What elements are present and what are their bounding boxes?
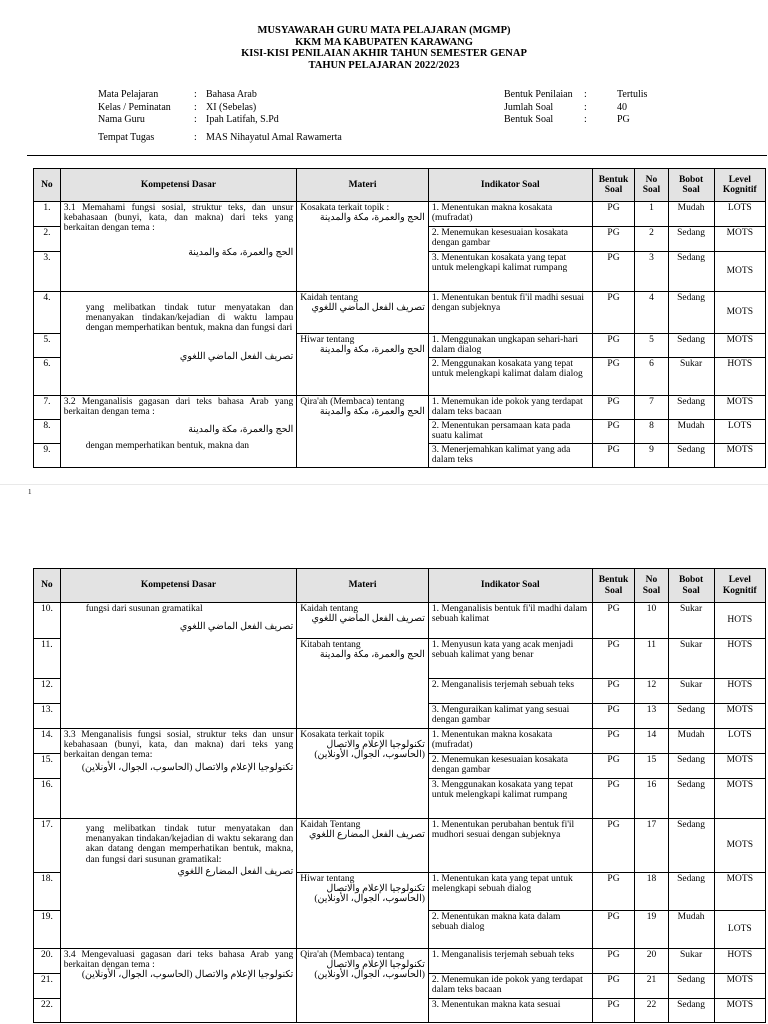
level-cell: MOTS xyxy=(714,704,765,729)
row-no: 17. xyxy=(34,819,61,873)
row-no: 1. xyxy=(34,202,61,227)
info-label: Tempat Tugas xyxy=(98,131,155,143)
kd-text: yang melibatkan tindak tutur menyatakan dan menanyakan tindakan/kejadian di waktu lampau dengan memperhatikan bentuk, makna dan fungsi dari xyxy=(85,303,294,334)
materi-cell xyxy=(297,334,429,396)
level-cell: LOTS xyxy=(714,911,765,949)
level-cell: MOTS xyxy=(714,819,765,873)
indikator-cell: 1. Menganalisis terjemah sebuah teks xyxy=(428,949,592,974)
col-bobot-soal: Bobot Soal xyxy=(668,569,714,603)
info-sep: : xyxy=(584,114,587,125)
row-no: 8. xyxy=(34,420,61,444)
kompetensi-dasar-cell xyxy=(60,819,297,949)
col-no: No xyxy=(34,169,61,202)
bobot-cell: Sedang xyxy=(668,779,714,819)
table-row xyxy=(34,292,766,334)
materi-arabic-text: تكنولوجيا الإعلام والاتصال (الحاسوب، الجوال، الأونلاين) xyxy=(314,884,425,905)
bentuk-soal-cell: PG xyxy=(592,911,635,949)
col-indikator-soal: Indikator Soal xyxy=(428,569,592,603)
level-cell: MOTS xyxy=(714,396,765,420)
info-label: Kelas / Peminatan xyxy=(98,101,171,113)
bentuk-soal-cell: PG xyxy=(592,358,635,396)
materi-text: Qira'ah (Membaca) tentang xyxy=(300,950,405,960)
row-no: 14. xyxy=(34,729,61,754)
kd-text: 3.3 Menganalisis fungsi sosial, struktur teks dan unsur kebahasaan (bunyi, kata, dan makna) dari teks yang berkaitan dengan tema: xyxy=(63,730,294,761)
level-cell: HOTS xyxy=(714,679,765,704)
info-sep: : xyxy=(194,101,197,113)
info-sep: : xyxy=(584,89,587,100)
row-no: 18. xyxy=(34,873,61,911)
materi-cell xyxy=(297,873,429,949)
row-no: 22. xyxy=(34,999,61,1023)
indikator-cell: 1. Menentukan bentuk fi'il madhi sesuai dengan subjeknya xyxy=(428,292,592,334)
materi-text: Hiwar tentang xyxy=(300,335,355,345)
kompetensi-dasar-cell xyxy=(60,292,297,396)
level-cell: MOTS xyxy=(714,252,765,292)
kd-arabic-text: تكنولوجيا الإعلام والاتصال (الحاسوب، الجوال، الأونلاين) xyxy=(81,970,294,981)
col-indikator-soal: Indikator Soal xyxy=(428,169,592,202)
indikator-cell: 2. Menemukan kesesuaian kosakata dengan gambar xyxy=(428,754,592,779)
bobot-cell: Sedang xyxy=(668,227,714,252)
col-no-soal: No Soal xyxy=(635,569,668,603)
bobot-cell: Sedang xyxy=(668,292,714,334)
bentuk-soal-cell: PG xyxy=(592,779,635,819)
info-label: Jumlah Soal xyxy=(504,101,554,113)
header-line-2: KKM MA KABUPATEN KARAWANG xyxy=(295,36,473,48)
info-sep: : xyxy=(584,101,587,113)
indikator-cell: 1. Menentukan makna kosakata (mufradat) xyxy=(428,202,592,227)
table-row xyxy=(34,949,766,974)
indikator-cell: 1. Menggunakan ungkapan sehari-hari dalam dialog xyxy=(428,334,592,358)
bobot-cell: Mudah xyxy=(668,911,714,949)
level-cell: MOTS xyxy=(714,292,765,334)
bentuk-soal-cell: PG xyxy=(592,999,635,1023)
info-label: Mata Pelajaran xyxy=(98,89,159,100)
indikator-cell: 1. Menentukan perubahan bentuk fi'il mudhori sesuai dengan subjeknya xyxy=(428,819,592,873)
indikator-cell: 3. Menguraikan kalimat yang sesuai dengan gambar xyxy=(428,704,592,729)
row-no: 5. xyxy=(34,334,61,358)
row-no: 4. xyxy=(34,292,61,334)
kompetensi-dasar-cell xyxy=(60,202,297,292)
bobot-cell: Sukar xyxy=(668,679,714,704)
table-row xyxy=(34,396,766,420)
materi-text: Hiwar tentang xyxy=(300,874,355,884)
materi-cell xyxy=(297,639,429,729)
no-soal-cell: 8 xyxy=(635,420,668,444)
materi-text: Qira'ah (Membaca) tentang xyxy=(300,397,405,407)
row-no: 2. xyxy=(34,227,61,252)
bentuk-soal-cell: PG xyxy=(592,819,635,873)
col-no: No xyxy=(34,569,61,603)
row-no: 11. xyxy=(34,639,61,679)
info-value: 40 xyxy=(617,101,627,113)
col-bobot-soal: Bobot Soal xyxy=(668,169,714,202)
col-level-kognitif: Level Kognitif xyxy=(714,569,765,603)
bobot-cell: Sedang xyxy=(668,444,714,468)
bobot-cell: Sedang xyxy=(668,704,714,729)
table-row xyxy=(34,603,766,639)
no-soal-cell: 7 xyxy=(635,396,668,420)
bobot-cell: Sedang xyxy=(668,974,714,999)
materi-cell xyxy=(297,396,429,468)
bobot-cell: Sukar xyxy=(668,639,714,679)
no-soal-cell: 20 xyxy=(635,949,668,974)
indikator-cell: 2. Menemukan ide pokok yang terdapat dalam teks bacaan xyxy=(428,974,592,999)
bentuk-soal-cell: PG xyxy=(592,420,635,444)
info-label: Nama Guru xyxy=(98,114,145,125)
kd-text: 3.2 Menganalisis gagasan dari teks bahasa Arab yang berkaitan dengan tema : xyxy=(63,397,294,418)
info-value: PG xyxy=(617,114,630,125)
bobot-cell: Sedang xyxy=(668,334,714,358)
info-sep: : xyxy=(194,89,197,100)
level-cell: HOTS xyxy=(714,603,765,639)
level-cell: HOTS xyxy=(714,639,765,679)
col-bentuk-soal: Bentuk Soal xyxy=(592,169,635,202)
bobot-cell: Sedang xyxy=(668,252,714,292)
bobot-cell: Sedang xyxy=(668,873,714,911)
bentuk-soal-cell: PG xyxy=(592,704,635,729)
table-header-row xyxy=(34,169,766,202)
level-cell: LOTS xyxy=(714,202,765,227)
bobot-cell: Sedang xyxy=(668,999,714,1023)
level-cell: MOTS xyxy=(714,444,765,468)
indikator-cell: 2. Menentukan persamaan kata pada suatu kalimat xyxy=(428,420,592,444)
info-label: Bentuk Soal xyxy=(504,114,554,125)
indikator-cell: 1. Menganalisis bentuk fi'il madhi dalam sebuah kalimat xyxy=(428,603,592,639)
no-soal-cell: 3 xyxy=(635,252,668,292)
row-no: 16. xyxy=(34,779,61,819)
indikator-cell: 2. Menentukan makna kata dalam sebuah dialog xyxy=(428,911,592,949)
level-cell: LOTS xyxy=(714,729,765,754)
bentuk-soal-cell: PG xyxy=(592,227,635,252)
materi-text: Kaidah Tentang xyxy=(300,820,361,830)
row-no: 3. xyxy=(34,252,61,292)
header-rule xyxy=(27,155,767,156)
kompetensi-dasar-cell xyxy=(60,729,297,819)
table-header-row xyxy=(34,569,766,603)
row-no: 15. xyxy=(34,754,61,779)
kd-text: 3.4 Mengevaluasi gagasan dari teks bahasa Arab yang berkaitan dengan tema : xyxy=(63,950,294,971)
info-sep: : xyxy=(194,131,197,143)
bobot-cell: Mudah xyxy=(668,202,714,227)
materi-cell xyxy=(297,292,429,334)
no-soal-cell: 12 xyxy=(635,679,668,704)
materi-cell xyxy=(297,202,429,292)
row-no: 19. xyxy=(34,911,61,949)
indikator-cell: 1. Menentukan makna kosakata (mufradat) xyxy=(428,729,592,754)
info-value: Tertulis xyxy=(617,89,648,100)
no-soal-cell: 9 xyxy=(635,444,668,468)
kisi-kisi-table-2 xyxy=(33,568,766,1023)
materi-text: Kosakata terkait topik xyxy=(300,730,385,740)
bobot-cell: Sukar xyxy=(668,358,714,396)
row-no: 10. xyxy=(34,603,61,639)
materi-arabic-text: الحج والعمرة، مكة والمدينة xyxy=(319,345,425,356)
no-soal-cell: 5 xyxy=(635,334,668,358)
row-no: 6. xyxy=(34,358,61,396)
no-soal-cell: 21 xyxy=(635,974,668,999)
col-materi: Materi xyxy=(297,569,429,603)
level-cell: MOTS xyxy=(714,334,765,358)
kd-text: fungsi dari susunan gramatikal xyxy=(85,604,203,614)
col-bentuk-soal: Bentuk Soal xyxy=(592,569,635,603)
kompetensi-dasar-cell xyxy=(60,949,297,1023)
bentuk-soal-cell: PG xyxy=(592,603,635,639)
bobot-cell: Mudah xyxy=(668,729,714,754)
bentuk-soal-cell: PG xyxy=(592,974,635,999)
level-cell: HOTS xyxy=(714,358,765,396)
col-kompetensi-dasar: Kompetensi Dasar xyxy=(60,569,297,603)
document-header xyxy=(0,25,768,71)
indikator-cell: 2. Menemukan kesesuaian kosakata dengan gambar xyxy=(428,227,592,252)
table-row xyxy=(34,202,766,227)
level-cell: MOTS xyxy=(714,873,765,911)
no-soal-cell: 11 xyxy=(635,639,668,679)
info-value: Ipah Latifah, S.Pd xyxy=(206,114,279,125)
level-cell: LOTS xyxy=(714,420,765,444)
header-line-1: MUSYAWARAH GURU MATA PELAJARAN (MGMP) xyxy=(257,25,511,36)
materi-arabic-text: تصريف الفعل المضارع اللغوي xyxy=(309,830,425,841)
materi-text: Kitabah tentang xyxy=(300,640,361,650)
materi-cell xyxy=(297,729,429,819)
indikator-cell: 3. Menggunakan kosakata yang tepat untuk melengkapi kalimat rumpang xyxy=(428,779,592,819)
no-soal-cell: 17 xyxy=(635,819,668,873)
indikator-cell: 3. Menerjemahkan kalimat yang ada dalam teks xyxy=(428,444,592,468)
kd-text: 3.1 Memahami fungsi sosial, struktur teks, dan unsur kebahasaan (bunyi, kata, dan makna) dari teks yang berkaitan dengan tema : xyxy=(63,203,294,234)
indikator-cell: 3. Menentukan kosakata yang tepat untuk melengkapi kalimat rumpang xyxy=(428,252,592,292)
bobot-cell: Mudah xyxy=(668,420,714,444)
materi-arabic-text: تصريف الفعل الماضي اللغوي xyxy=(311,303,425,314)
info-value: Bahasa Arab xyxy=(206,89,257,100)
info-value: MAS Nihayatul Amal Rawamerta xyxy=(206,131,342,143)
page-number: 1 xyxy=(28,488,32,496)
materi-text: Kaidah tentang xyxy=(300,293,359,303)
kompetensi-dasar-cell xyxy=(60,603,297,729)
kd-arabic-text: تكنولوجيا الإعلام والاتصال (الحاسوب، الجوال، الأونلاين) xyxy=(81,762,294,773)
bentuk-soal-cell: PG xyxy=(592,202,635,227)
level-cell: MOTS xyxy=(714,974,765,999)
kd-arabic-text: الحج والعمرة، مكة والمدينة xyxy=(188,425,294,436)
materi-arabic-text: تصريف الفعل الماضي اللغوي xyxy=(311,614,425,625)
level-cell: MOTS xyxy=(714,227,765,252)
bentuk-soal-cell: PG xyxy=(592,292,635,334)
header-line-4: TAHUN PELAJARAN 2022/2023 xyxy=(308,59,460,71)
row-no: 7. xyxy=(34,396,61,420)
bentuk-soal-cell: PG xyxy=(592,444,635,468)
row-no: 9. xyxy=(34,444,61,468)
bentuk-soal-cell: PG xyxy=(592,949,635,974)
kd-arabic-text: تصريف الفعل الماضي اللغوي xyxy=(179,622,294,633)
indikator-cell: 1. Menemukan ide pokok yang terdapat dalam teks bacaan xyxy=(428,396,592,420)
indikator-cell: 2. Menganalisis terjemah sebuah teks xyxy=(428,679,592,704)
no-soal-cell: 22 xyxy=(635,999,668,1023)
level-cell: MOTS xyxy=(714,779,765,819)
bentuk-soal-cell: PG xyxy=(592,679,635,704)
col-level-kognitif: Level Kognitif xyxy=(714,169,765,202)
col-kompetensi-dasar: Kompetensi Dasar xyxy=(60,169,297,202)
page-separator xyxy=(0,484,768,485)
materi-cell xyxy=(297,819,429,873)
row-no: 21. xyxy=(34,974,61,999)
row-no: 13. xyxy=(34,704,61,729)
bobot-cell: Sukar xyxy=(668,603,714,639)
col-materi: Materi xyxy=(297,169,429,202)
materi-arabic-text: الحج والعمرة، مكة والمدينة xyxy=(319,213,425,224)
info-label: Bentuk Penilaian xyxy=(504,89,573,100)
info-value: XI (Sebelas) xyxy=(206,101,257,113)
bentuk-soal-cell: PG xyxy=(592,334,635,358)
kd-arabic-text: تصريف الفعل المضارع اللغوي xyxy=(177,866,294,877)
bentuk-soal-cell: PG xyxy=(592,754,635,779)
kompetensi-dasar-cell xyxy=(60,396,297,468)
materi-text: Kosakata terkait topik : xyxy=(300,203,390,213)
kd-arabic-text: الحج والعمرة، مكة والمدينة xyxy=(188,247,294,258)
materi-cell xyxy=(297,949,429,1023)
no-soal-cell: 4 xyxy=(635,292,668,334)
no-soal-cell: 19 xyxy=(635,911,668,949)
table-row xyxy=(34,819,766,873)
level-cell: HOTS xyxy=(714,949,765,974)
level-cell: MOTS xyxy=(714,754,765,779)
materi-arabic-text: تكنولوجيا الإعلام والاتصال (الحاسوب، الجوال، الأونلاين) xyxy=(314,740,425,761)
materi-cell xyxy=(297,603,429,639)
info-right xyxy=(504,89,647,127)
kisi-kisi-table-1 xyxy=(33,168,766,468)
no-soal-cell: 13 xyxy=(635,704,668,729)
materi-arabic-text: الحج والعمرة، مكة والمدينة xyxy=(319,407,425,418)
no-soal-cell: 14 xyxy=(635,729,668,754)
table-row xyxy=(34,729,766,754)
indikator-cell: 2. Menggunakan kosakata yang tepat untuk melengkapi kalimat dalam dialog xyxy=(428,358,592,396)
col-no-soal: No Soal xyxy=(635,169,668,202)
kd-text: dengan memperhatikan bentuk, makna dan xyxy=(85,440,250,451)
indikator-cell: 1. Menyusun kata yang acak menjadi sebuah kalimat yang benar xyxy=(428,639,592,679)
kd-arabic-text: تصريف الفعل الماضي اللغوي xyxy=(179,351,294,362)
materi-arabic-text: تكنولوجيا الإعلام والاتصال (الحاسوب، الجوال، الأونلاين) xyxy=(314,960,425,981)
bentuk-soal-cell: PG xyxy=(592,873,635,911)
no-soal-cell: 1 xyxy=(635,202,668,227)
info-sep: : xyxy=(194,114,197,125)
header-line-3: KISI-KISI PENILAIAN AKHIR TAHUN SEMESTER GENAP xyxy=(241,48,527,59)
bentuk-soal-cell: PG xyxy=(592,252,635,292)
bentuk-soal-cell: PG xyxy=(592,729,635,754)
row-no: 12. xyxy=(34,679,61,704)
no-soal-cell: 16 xyxy=(635,779,668,819)
no-soal-cell: 2 xyxy=(635,227,668,252)
kd-text: yang melibatkan tindak tutur menyatakan dan menanyakan tindakan/kejadian di waktu sekarang dan akan datang dengan memperhatikan bentuk, makna, dan fungsi dari susunan gramatikal: xyxy=(85,824,294,865)
indikator-cell: 1. Menentukan kata yang tepat untuk melengkapi sebuah dialog xyxy=(428,873,592,911)
bentuk-soal-cell: PG xyxy=(592,639,635,679)
no-soal-cell: 15 xyxy=(635,754,668,779)
row-no: 20. xyxy=(34,949,61,974)
bobot-cell: Sukar xyxy=(668,949,714,974)
materi-text: Kaidah tentang xyxy=(300,604,359,614)
level-cell: MOTS xyxy=(714,999,765,1023)
no-soal-cell: 18 xyxy=(635,873,668,911)
info-left xyxy=(98,89,342,144)
indikator-cell: 3. Menentukan makna kata sesuai xyxy=(428,999,592,1023)
bobot-cell: Sedang xyxy=(668,396,714,420)
materi-arabic-text: الحج والعمرة، مكة والمدينة xyxy=(319,650,425,661)
no-soal-cell: 6 xyxy=(635,358,668,396)
bobot-cell: Sedang xyxy=(668,819,714,873)
bobot-cell: Sedang xyxy=(668,754,714,779)
bentuk-soal-cell: PG xyxy=(592,396,635,420)
no-soal-cell: 10 xyxy=(635,603,668,639)
